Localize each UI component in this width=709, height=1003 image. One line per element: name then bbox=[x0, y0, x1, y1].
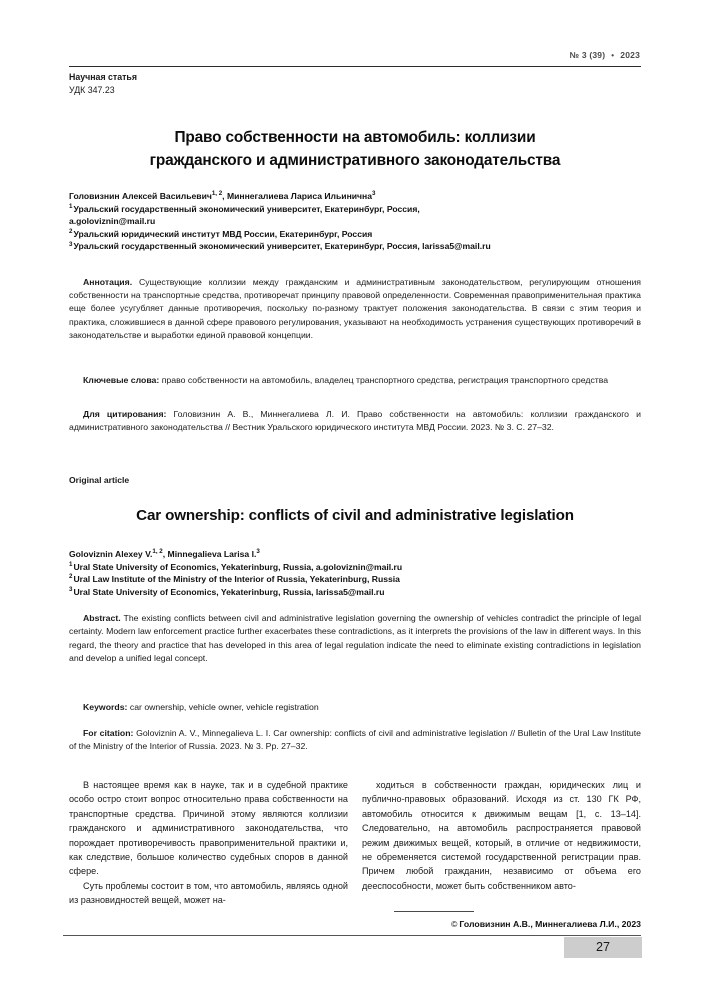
abstract-ru bbox=[69, 276, 641, 342]
footer-divider bbox=[63, 935, 641, 936]
abstract-ru-label: Аннотация. bbox=[83, 277, 133, 287]
author-sup-2: 3 bbox=[256, 548, 260, 556]
citation-en-text: Goloviznin A. V., Minnegalieva L. I. Car ownership: conflicts of civil and administrative legislation // Bulletin of the Ural Law Institute of the Ministry of the Interior of Russia. 2023. № 3. Pp. 27–32. bbox=[69, 728, 641, 752]
article-type-en: Original article bbox=[69, 475, 130, 485]
body-paragraph-3: ходиться в собственности граждан, юридических лиц и публично-правовых образований. Исходя из ст. 130 ГК РФ, автомобиль относится к движимым вещам [1, с. 13–14]. Следовательно, на автомобиль распространяется правовой режим движимых вещей, который, в отличие от недвижимости, не обременяется системой государственной регистрации прав. Причем любой гражданин, независимо от объема его дееспособности, может быть собственником авто- bbox=[362, 780, 641, 891]
abstract-en bbox=[69, 612, 641, 666]
footnote-divider bbox=[394, 911, 474, 912]
body-paragraph-1: В настоящее время как в науке, так и в судебной практике особо остро стоит вопрос относительно права собственности на транспортные средства. Причиной этому являются коллизии гражданского и административного законодательства, что порождает противоречивость правоприменительной практики и, как следствие, большое количество судебных споров в данной сфере. bbox=[69, 780, 348, 877]
author-names-en: Goloviznin Alexey V.$^{1, 2}$, Minnegalieva Larisa I.$^3$ bbox=[69, 548, 260, 559]
title-ru-line-2: гражданского и административного законодательства bbox=[149, 152, 561, 169]
keywords-ru-label: Ключевые слова: bbox=[83, 375, 160, 385]
body-columns bbox=[69, 778, 641, 908]
affiliation-ru-2: $^2$Уральский юридический институт МВД России, Екатеринбург, Россия bbox=[69, 227, 373, 239]
citation-ru-text: Головизнин А. В., Миннегалиева Л. И. Право собственности на автомобиль: коллизии гражданского и административного законодательства // Вестник Уральского юридического института МВД России. 2023. № 3. С. 27–32. bbox=[69, 409, 641, 433]
keywords-en-text: car ownership, vehicle owner, vehicle registration bbox=[129, 702, 319, 712]
udc-code: УДК 347.23 bbox=[69, 85, 115, 95]
authors-block-ru bbox=[69, 190, 641, 253]
affiliation-ru-3: $^3$Уральский государственный экономический университет, Екатеринбург, Россия, larissa5@mail.ru bbox=[69, 240, 491, 252]
article-type-ru: Научная статья bbox=[69, 72, 137, 82]
issue-number: № 3 (39) bbox=[569, 50, 606, 60]
issue-year: 2023 bbox=[620, 50, 640, 60]
author-names-ru: Головизнин Алексей Васильевич$^{1, 2}$, Миннегалиева Лариса Ильинична$^3$ bbox=[69, 190, 376, 201]
citation-ru-label: Для цитирования: bbox=[83, 409, 167, 419]
abstract-en-text: The existing conflicts between civil and administrative legislation governing the ownership of vehicles contradict the principle of legal certainty. Modern law enforcement practice further exacerbates these contradictions, as it interprets the provisions of the law in different ways. In this regard, the theory and practice that has developed in this area of legal regulation indicate the need to eliminate existing contradictions in legislation and develop a unified legal concept. bbox=[69, 613, 641, 664]
abstract-en-label: Abstract. bbox=[83, 613, 121, 623]
page-number: 27 bbox=[595, 940, 610, 954]
body-column-right bbox=[362, 778, 641, 893]
title-ru-line-1: Право собственности на автомобиль: коллизии bbox=[174, 129, 536, 146]
header-divider bbox=[69, 66, 641, 67]
citation-en-label: For citation: bbox=[83, 728, 134, 738]
keywords-en bbox=[69, 701, 641, 714]
page-title-en: Car ownership: conflicts of civil and administrative legislation bbox=[136, 507, 574, 524]
body-paragraph-2: Суть проблемы состоит в том, что автомобиль, являясь одной из разновидностей вещей, может на- bbox=[69, 880, 348, 906]
affiliation-en-2: $^2$Ural Law Institute of the Ministry of the Interior of Russia, Yekaterinburg, Russia bbox=[69, 573, 400, 585]
running-head bbox=[69, 50, 640, 60]
affiliation-ru-1: $^1$Уральский государственный экономический университет, Екатеринбург, Россия, bbox=[69, 202, 420, 214]
page-title-ru bbox=[69, 126, 641, 172]
author-sup-1: 1, 2 bbox=[211, 190, 223, 198]
author-sup-1: 1, 2 bbox=[152, 548, 163, 556]
affiliation-ru-1-email: a.goloviznin@mail.ru bbox=[69, 216, 156, 227]
citation-ru bbox=[69, 408, 641, 434]
copyright-text: Головизнин А.В., Миннегалиева Л.И., 2023 bbox=[459, 919, 641, 929]
affiliation-en-3: $^3$Ural State University of Economics, Yekaterinburg, Russia, larissa5@mail.ru bbox=[69, 585, 385, 597]
body-column-left bbox=[69, 778, 348, 908]
keywords-ru bbox=[69, 374, 641, 387]
citation-en bbox=[69, 727, 641, 753]
author-sup-2: 3 bbox=[372, 190, 376, 198]
affiliation-en-1: $^1$Ural State University of Economics, Yekaterinburg, Russia, a.goloviznin@mail.ru bbox=[69, 560, 403, 572]
authors-block-en bbox=[69, 548, 641, 598]
keywords-ru-text: право собственности на автомобиль, владелец транспортного средства, регистрация транспортного средства bbox=[161, 375, 609, 385]
keywords-en-label: Keywords: bbox=[83, 702, 128, 712]
header-separator: • bbox=[611, 51, 615, 61]
abstract-ru-text: Существующие коллизии между гражданским и административным законодательством, регулирующим отношения собственности на транспортные средства, противоречат принципу правовой определенности. Современная правоприменительная практика еще более усугубляет данные противоречия, поскольку по-разному трактует положения законодательства. В связи с этим теория и практика, сложившиеся в данной сфере правового регулирования, указывают на необходимость устранения существующих противоречий в законодательстве и выработки единой правовой концепции. bbox=[69, 277, 641, 340]
copyright-icon: © bbox=[451, 919, 458, 929]
copyright-notice bbox=[69, 919, 641, 929]
